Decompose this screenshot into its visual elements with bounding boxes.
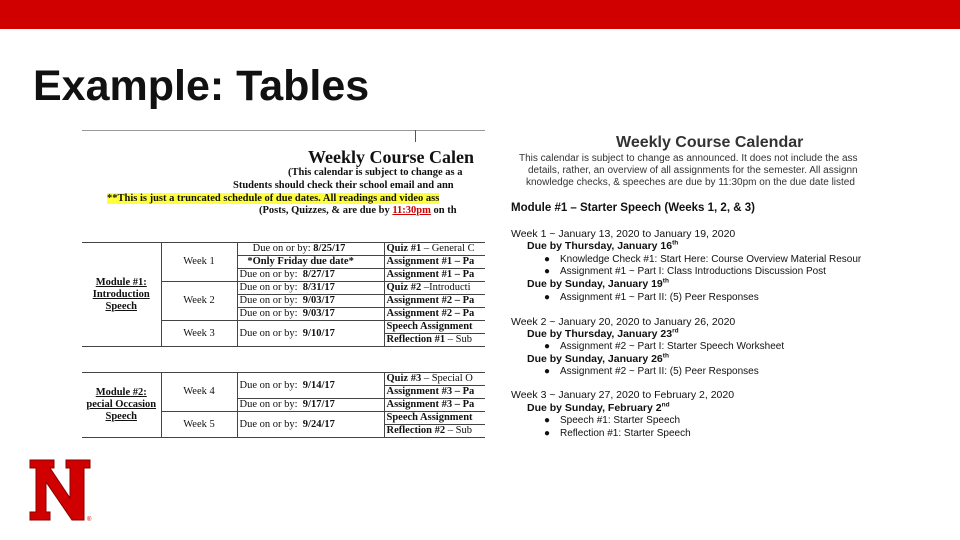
due-cell: Due on or by: 9/10/17: [237, 321, 384, 347]
weekly-calendar-document: [506, 130, 888, 442]
calendar-title: Weekly Course Calendar: [616, 134, 804, 151]
due-cell: Due on or by: 9/17/17: [237, 399, 384, 412]
assignment-cell: Assignment #1 – Pa: [384, 256, 485, 269]
module-1-table: [82, 242, 485, 347]
due-cell: Due on or by: 8/25/17: [237, 243, 384, 256]
due-heading: Due by Sunday, January 26th: [527, 352, 669, 365]
due-heading: Due by Thursday, January 16th: [527, 239, 679, 252]
week-cell: Week 5: [161, 412, 237, 438]
scanned-calendar-excerpt: [82, 130, 485, 440]
due-heading: Due by Sunday, February 2nd: [527, 401, 670, 414]
list-item: ● Assignment #1 ~ Part II: (5) Peer Responses: [544, 292, 759, 303]
assignment-cell: Reflection #1 – Sub: [384, 334, 485, 347]
module-2-table: [82, 372, 485, 438]
assignment-cell: Quiz #2 –Introducti: [384, 282, 485, 295]
calendar-note: knowledge checks, & speeches are due by 11:30pm on the due date listed: [526, 177, 855, 188]
module-heading: Module #1 – Starter Speech (Weeks 1, 2, & 3): [511, 202, 755, 214]
assignment-cell: Quiz #1 – General C: [384, 243, 485, 256]
assignment-cell: Assignment #3 – Pa: [384, 399, 485, 412]
list-item: ● Speech #1: Starter Speech: [544, 415, 681, 426]
header-bar: [0, 0, 960, 29]
module-cell: Module #2: pecial Occasion Speech: [82, 373, 161, 438]
list-item: ● Reflection #1: Starter Speech: [544, 428, 691, 439]
calendar-note: details, rather, an overview of all assignments for the semester. All assignn: [528, 165, 858, 176]
week-heading: Week 2 ~ January 20, 2020 to January 26, 2020: [511, 316, 736, 328]
week-cell: Week 3: [161, 321, 237, 347]
scanned-note: (Posts, Quizzes, & are due by 11:30pm on th: [259, 205, 457, 216]
assignment-cell: Speech Assignment: [384, 412, 485, 425]
assignment-cell: Assignment #2 – Pa: [384, 308, 485, 321]
calendar-note: This calendar is subject to change as announced. It does not include the ass: [519, 153, 858, 164]
list-item: ● Assignment #2 ~ Part II: (5) Peer Responses: [544, 366, 759, 377]
assignment-cell: Reflection #2 – Sub: [384, 425, 485, 438]
scanned-title: Weekly Course Calen: [308, 147, 474, 167]
divider: [415, 130, 416, 142]
scanned-note: Students should check their school email and ann: [233, 180, 454, 191]
slide-title: Example: Tables: [33, 62, 370, 110]
module-cell: Module #1: Introduction Speech: [82, 243, 161, 347]
assignment-cell: Assignment #2 – Pa: [384, 295, 485, 308]
assignment-cell: Assignment #3 – Pa: [384, 386, 485, 399]
due-cell: Due on or by: 9/24/17: [237, 412, 384, 438]
list-item: ● Knowledge Check #1: Start Here: Course Overview Material Resour: [544, 254, 862, 265]
scanned-highlight-note: **This is just a truncated schedule of due dates. All readings and video ass: [107, 193, 440, 204]
due-cell: Due on or by: 9/14/17: [237, 373, 384, 399]
week-cell: Week 2: [161, 282, 237, 321]
due-cell: Due on or by: 9/03/17: [237, 308, 384, 321]
due-heading: Due by Sunday, January 19th: [527, 277, 669, 290]
divider: [82, 130, 485, 131]
scanned-note: (This calendar is subject to change as a: [288, 167, 463, 178]
assignment-cell: Speech Assignment: [384, 321, 485, 334]
due-time: 11:30pm: [392, 205, 431, 216]
due-cell: Due on or by: 8/27/17: [237, 269, 384, 282]
due-heading: Due by Thursday, January 23rd: [527, 327, 679, 340]
due-cell: Due on or by: 9/03/17: [237, 295, 384, 308]
registered-mark: ®: [87, 517, 92, 522]
week-heading: Week 1 ~ January 13, 2020 to January 19, 2020: [511, 228, 736, 240]
assignment-cell: Quiz #3 – Special O: [384, 373, 485, 386]
assignment-cell: Assignment #1 – Pa: [384, 269, 485, 282]
week-cell: Week 1: [161, 243, 237, 282]
due-cell: Due on or by: 8/31/17: [237, 282, 384, 295]
week-heading: Week 3 ~ January 27, 2020 to February 2, 2020: [511, 389, 735, 401]
list-item: ● Assignment #2 ~ Part I: Starter Speech Worksheet: [544, 341, 785, 352]
due-cell: *Only Friday due date*: [237, 256, 384, 269]
nebraska-n-logo-icon: [28, 458, 94, 522]
list-item: ● Assignment #1 ~ Part I: Class Introductions Discussion Post: [544, 266, 826, 277]
week-cell: Week 4: [161, 373, 237, 412]
